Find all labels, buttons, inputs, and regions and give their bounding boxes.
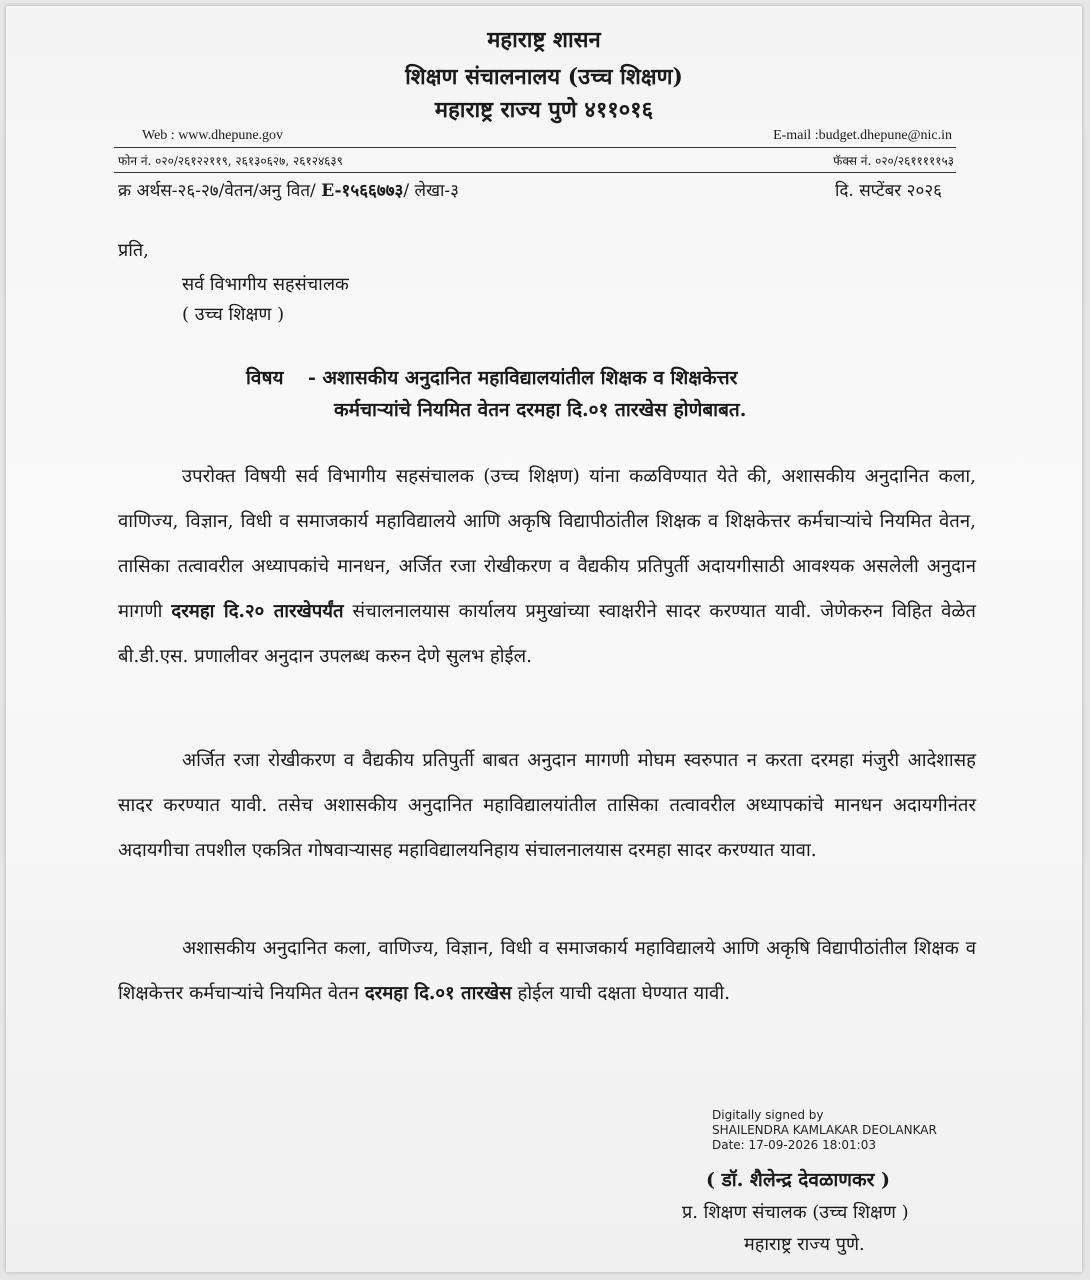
header-website: Web : www.dhepune.gov: [142, 128, 284, 143]
subject-line1: - अशासकीय अनुदानित महाविद्यालयांतील शिक्षक व शिक्षकेत्तर: [308, 367, 738, 389]
p1-text-c: संचालनालयास कार्यालय प्रमुखांच्या स्वाक्षरीने सादर करण्यात यावी. जेणेकरुन विहित वेळेत बी.डी.एस. प्रणालीवर अनुदान उपलब्ध करुन देणे सुलभ होईल.: [118, 601, 976, 667]
subject-line2: कर्मचाऱ्यांचे नियमित वेतन दरमहा दि.०१ तारखेस होणेबाबत.: [334, 399, 747, 421]
recipient-department: ( उच्च शिक्षण ): [182, 304, 285, 325]
signatory-place: महाराष्ट्र राज्य पुणे.: [744, 1234, 865, 1255]
header-email: E-mail :budget.dhepune@nic.in: [773, 128, 952, 143]
header-divider-top: [114, 147, 956, 148]
body-paragraph-2: [118, 738, 976, 873]
header-directorate: शिक्षण संचालनालय (उच्च शिक्षण): [405, 64, 683, 90]
subject-label: विषय: [246, 367, 284, 389]
p3-text-a: अशासकीय अनुदानित कला, वाणिज्य, विज्ञान, विधी व समाजकार्य महाविद्यालये आणि अकृषि विद्यापीठांतील शिक्षक व शिक्षकेत्तर कर्मचाऱ्यांचे नियमित वेतन: [118, 938, 976, 1004]
recipient-name: सर्व विभागीय सहसंचालक: [182, 274, 349, 295]
p1-text-a: उपरोक्त विषयी सर्व विभागीय सहसंचालक (उच्च शिक्षण) यांना कळविण्यात येते की, अशासकीय अनुदानित कला, वाणिज्य, विज्ञान, विधी व समाजकार्य महाविद्यालये आणि अकृषि विद्यापीठांतील शिक्षक व शिक्षकेत्तर कर्मचाऱ्यांचे नियमित वेतन, तासिका तत्वावरील अध्यापकांचे मानधन, अर्जित रजा रोखीकरण व वैद्यकीय प्रतिपुर्ती अदायगीसाठी आवश्यक असलेली अनुदान मागणी: [118, 466, 976, 622]
body-paragraph-3: [118, 926, 976, 1016]
letter-page: [6, 6, 1082, 1272]
reference-suffix: / लेखा-३: [403, 181, 459, 201]
header-phone: फोन नं. ०२०/२६१२२११९, २६१३०६२७, २६१२४६३९: [118, 154, 343, 168]
digital-signature-line1: Digitally signed by: [712, 1108, 824, 1122]
header-fax: फॅक्स नं. ०२०/२६१११११५३: [833, 154, 954, 168]
p1-deadline: दरमहा दि.२० तारखेपर्यंत: [171, 601, 344, 622]
digital-signature-signer: SHAILENDRA KAMLAKAR DEOLANKAR: [712, 1123, 937, 1137]
digital-signature: [712, 1108, 937, 1153]
p2-text: अर्जित रजा रोखीकरण व वैद्यकीय प्रतिपुर्ती बाबत अनुदान मागणी मोघम स्वरुपात न करता दरमहा मंजुरी आदेशासह सादर करण्यात यावी. तसेच अशासकीय अनुदानित महाविद्यालयांतील तासिका तत्वावरील अध्यापकांचे मानधन अदायगीनंतर अदायगीचा तपशील एकत्रित गोषवाऱ्यासह महाविद्यालयनिहाय संचालनालयास दरमहा सादर करण्यात यावा.: [118, 750, 976, 861]
reference-number: [118, 178, 459, 201]
reference-e-number: E-१५६६७७३: [321, 181, 404, 201]
reference-prefix: क्र अर्थस-२६-२७/वेतन/अनु वित/: [118, 181, 322, 201]
recipient-to: प्रति,: [118, 240, 149, 261]
header-divider-bottom: [114, 172, 956, 173]
signatory-name: ( डॉ. शैलेन्द्र देवळाणकर ): [706, 1169, 891, 1191]
digital-signature-date: Date: 17-09-2026 18:01:03: [712, 1138, 876, 1152]
letter-date: दि. सप्टेंबर २०२६: [834, 181, 942, 201]
signatory-designation: प्र. शिक्षण संचालक (उच्च शिक्षण ): [682, 1202, 909, 1223]
body-paragraph-1: [118, 454, 976, 679]
p3-salary-date: दरमहा दि.०१ तारखेस: [364, 983, 512, 1004]
header-address: महाराष्ट्र राज्य पुणे ४११०१६: [434, 97, 654, 123]
header-government: महाराष्ट्र शासन: [487, 27, 601, 53]
p3-text-c: होईल याची दक्षता घेण्यात यावी.: [511, 983, 731, 1004]
subject: [246, 362, 966, 426]
